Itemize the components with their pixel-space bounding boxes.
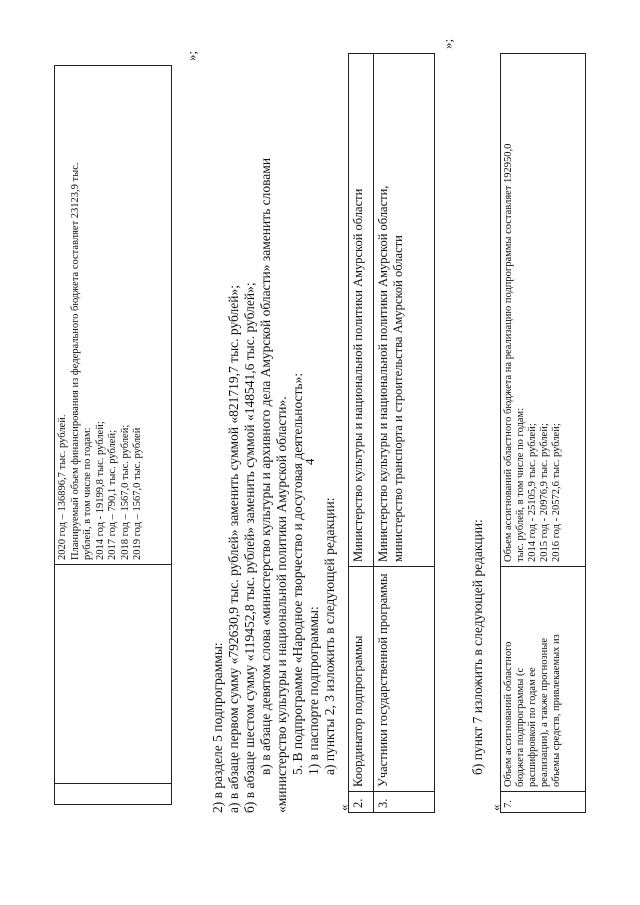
page-number: 4	[302, 458, 317, 465]
closing-quote: »;	[440, 38, 455, 49]
row-value-line: Министерство культуры и национальной политики Амурской области,	[376, 185, 390, 562]
row-label	[501, 567, 586, 792]
row-value	[501, 54, 586, 567]
financing-line: 2020 год – 136896,7 тыс. рублей.	[57, 414, 68, 560]
financing-line: 2017 год – 790,1 тыс. рублей;	[107, 429, 118, 560]
financing-table-continuation	[54, 65, 172, 805]
paragraph: «министерство культуры и национальной политики Амурской области».	[274, 396, 289, 813]
row-value	[374, 54, 435, 567]
row-label: Координатор подпрограммы	[349, 567, 374, 792]
value-line: Объем ассигнований областного бюджета на реализацию подпрограммы составляет 192950,0	[503, 143, 514, 562]
row-value-line: министерство транспорта и строительства Амурской области	[391, 235, 405, 562]
financing-line: 2014 год - 19199,8 тыс. рублей;	[94, 421, 106, 560]
row-value: Министерство культуры и национальной политики Амурской области	[349, 54, 374, 567]
label-line: Объем ассигнований областного	[503, 641, 514, 787]
table-row	[501, 54, 586, 813]
paragraph: в) в абзаце девятом слова «министерство культуры и архивного дела Амурской области» заменить словами	[258, 157, 273, 775]
open-quote: «	[488, 804, 503, 811]
row-number: 7.	[501, 792, 586, 813]
table-cell-empty	[55, 784, 172, 805]
table-cell-empty	[55, 565, 172, 784]
label-line: реализации), а также прогнозные	[539, 637, 550, 787]
financing-line: 2019 год – 1567,0 тыс. рублей	[132, 427, 143, 560]
open-quote: «	[336, 804, 351, 811]
financing-line: 2018 год – 1567,0 тыс. рублей;	[119, 424, 131, 560]
subprogram-passport-table	[348, 53, 435, 813]
subprogram-funding-table	[500, 53, 586, 813]
value-line: 2015 год - 20976,9 тыс. рублей;	[539, 423, 550, 562]
label-line: расшифровкой по годам ее	[527, 667, 538, 787]
closing-quote: »;	[184, 50, 199, 61]
value-line: 2016 год - 20572,6 тыс. рублей;	[551, 423, 562, 562]
paragraph: б) в абзаце шестом сумму «119452,8 тыс. рублей» заменить суммой «148541,6 тыс. рублей»;	[242, 282, 257, 813]
paragraph: а) пункты 2, 3 изложить в следующей редакции:	[322, 497, 337, 775]
value-line: 2014 год - 25105,9 тыс. рублей;	[527, 423, 538, 562]
table-row	[349, 54, 374, 813]
paragraph: б) пункт 7 изложить в следующей редакции:	[470, 519, 485, 775]
financing-line: Планируемый объем финансирования из федерального бюджета составляет 23123,9 тыс.	[69, 162, 81, 560]
label-line: объемы средств, привлекаемых из	[551, 634, 562, 787]
paragraph: 2) в разделе 5 подпрограммы:	[210, 642, 225, 813]
label-line: бюджета подпрограммы (с	[515, 667, 526, 787]
value-line: тыс. рублей, в том числе по годам:	[515, 407, 526, 562]
financing-line: рублей, в том числе по годам:	[82, 427, 93, 560]
table-row	[55, 66, 172, 805]
table-row	[374, 54, 435, 813]
financing-text-cell	[55, 66, 172, 565]
row-number: 3.	[374, 792, 435, 813]
row-label: Участники государственной программы	[374, 567, 435, 792]
paragraph: 5. В подпрограмме «Народное творчество и досуговая деятельность»:	[290, 372, 305, 775]
row-number: 2.	[349, 792, 374, 813]
paragraph: а) в абзаце первом сумму «792630,9 тыс. рублей» заменить суммой «821719,7 тыс. рублей»;	[226, 284, 241, 813]
paragraph: 1) в паспорте подпрограммы:	[306, 606, 321, 775]
